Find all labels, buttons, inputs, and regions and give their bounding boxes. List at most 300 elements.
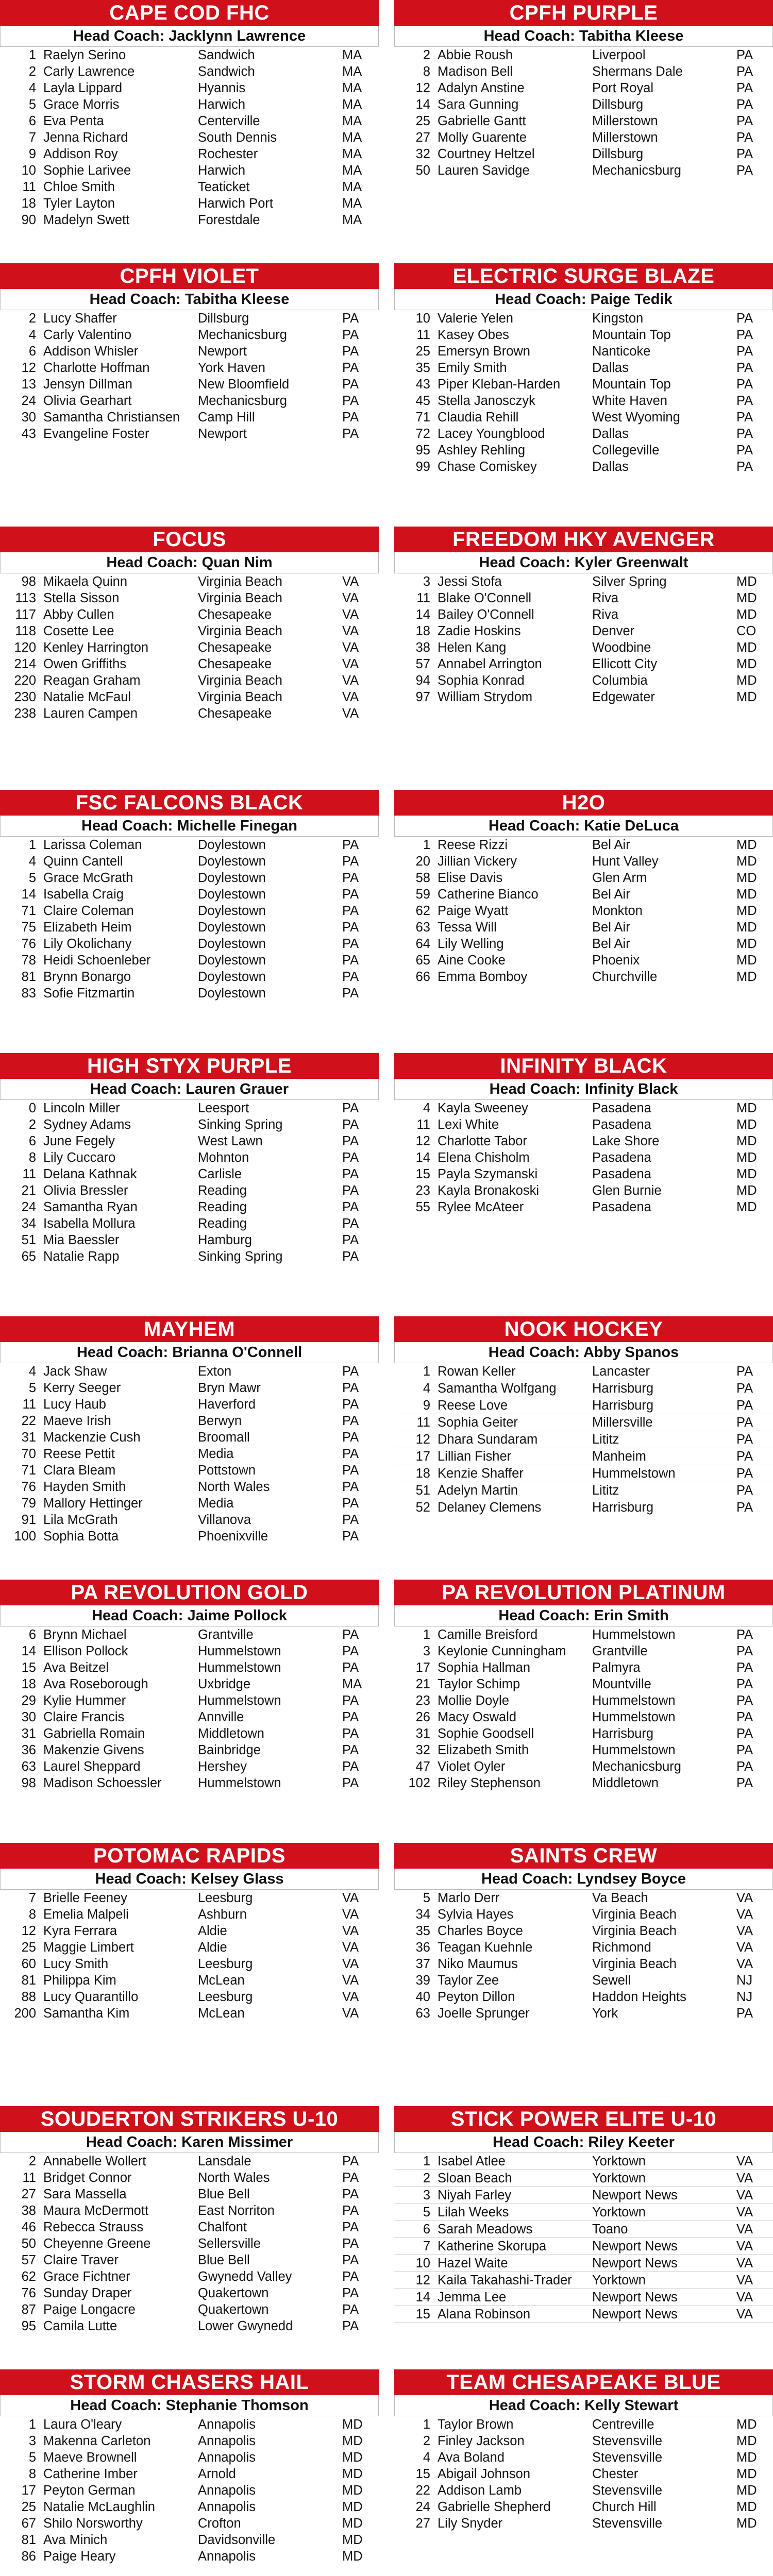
jersey-number: 15 <box>394 2306 438 2323</box>
player-row <box>394 1742 773 1758</box>
player-name: Madison Schoessler <box>43 1776 162 1790</box>
jersey-number: 220 <box>14 673 36 688</box>
state: PA <box>342 953 359 968</box>
player-row <box>0 936 379 952</box>
jersey-number: 17 <box>394 1448 438 1465</box>
jersey-number: 117 <box>15 607 36 622</box>
player-row <box>394 2170 773 2187</box>
player-name: Grace McGrath <box>43 871 133 885</box>
state: PA <box>342 1513 359 1527</box>
hometown: Dillsburg <box>592 147 644 161</box>
player-row <box>394 1199 773 1215</box>
player-name: Lily Cuccaro <box>43 1150 116 1165</box>
player-row <box>394 459 773 475</box>
jersey-number: 4 <box>28 328 36 342</box>
player-name: Mallory Hettinger <box>43 1496 143 1511</box>
hometown: Grantville <box>592 1644 648 1658</box>
hometown: Phoenixville <box>198 1529 268 1544</box>
roster-table <box>0 573 379 722</box>
team-name: SOUDERTON STRIKERS U-10 <box>0 2106 379 2132</box>
player-name: Annabelle Wollert <box>43 2154 146 2168</box>
hometown: Dallas <box>592 460 629 474</box>
hometown: Lititz <box>592 1482 736 1499</box>
player-row <box>0 2515 379 2532</box>
player-row <box>394 327 773 343</box>
head-coach-name: Tabitha Kleese <box>579 28 684 44</box>
player-name: Heidi Schoenleber <box>43 953 151 968</box>
player-name: Larissa Coleman <box>43 838 142 852</box>
jersey-number: 67 <box>21 2516 36 2531</box>
player-name: Kyra Ferrara <box>43 1924 117 1938</box>
player-name: Samantha Wolfgang <box>438 1380 592 1397</box>
jersey-number: 2 <box>28 1117 36 1132</box>
head-coach-name: Karen Missimer <box>181 2134 293 2150</box>
state: MD <box>736 673 757 688</box>
state: PA <box>736 1431 773 1448</box>
player-row <box>0 689 379 705</box>
hometown: Hummelstown <box>592 1743 676 1757</box>
player-name: Lexi White <box>438 1117 499 1132</box>
state: VA <box>342 1940 359 1955</box>
player-name: Adelyn Martin <box>438 1482 592 1499</box>
jersey-number: 34 <box>21 1216 36 1231</box>
head-coach-name: Quan Nim <box>201 554 273 571</box>
state: PA <box>342 1249 359 1264</box>
player-row <box>394 1448 773 1465</box>
state: PA <box>342 1628 359 1642</box>
hometown: Hamburg <box>198 1233 252 1247</box>
player-name: Makenna Carleton <box>43 2434 151 2448</box>
head-coach-name: Infinity Black <box>584 1081 678 1097</box>
jersey-number: 14 <box>415 1150 430 1165</box>
hometown: Mountville <box>592 1677 651 1691</box>
jersey-number: 76 <box>21 2286 36 2300</box>
team-name: STORM CHASERS HAIL <box>0 2369 379 2395</box>
state: PA <box>342 344 359 359</box>
hometown: Newport <box>198 344 247 359</box>
player-name: Rowan Keller <box>438 1363 592 1380</box>
hometown: Doylestown <box>198 904 266 918</box>
player-name: Olivia Bressler <box>43 1183 128 1198</box>
jersey-number: 81 <box>21 1973 36 1988</box>
team-name: ELECTRIC SURGE BLAZE <box>394 263 773 289</box>
hometown: Bel Air <box>592 920 630 935</box>
player-name: Tessa Will <box>438 920 497 935</box>
state: VA <box>736 2306 773 2323</box>
hometown: Leesburg <box>198 1957 253 1971</box>
state: VA <box>736 2187 773 2204</box>
player-row <box>0 63 379 80</box>
player-name: Stella Janosczyk <box>438 394 535 408</box>
hometown: Newport News <box>592 2187 736 2204</box>
jersey-number: 9 <box>28 147 36 161</box>
hometown: Aldie <box>198 1924 227 1938</box>
state: VA <box>342 591 359 605</box>
player-row <box>0 2268 379 2285</box>
state: PA <box>736 1660 753 1675</box>
jersey-number: 238 <box>14 706 36 721</box>
hometown: Annapolis <box>198 2417 256 2432</box>
player-name: Sophia Konrad <box>438 673 525 688</box>
team-name: PA REVOLUTION PLATINUM <box>394 1580 773 1605</box>
player-row <box>394 2289 773 2306</box>
hometown: Doylestown <box>198 953 266 968</box>
hometown: Yorktown <box>592 2153 736 2170</box>
state: PA <box>342 1183 359 1198</box>
jersey-number: 214 <box>14 657 36 671</box>
player-row <box>0 1363 379 1380</box>
state: PA <box>342 1414 359 1428</box>
roster-table <box>0 837 379 1002</box>
head-coach-label: Head Coach: <box>488 818 584 834</box>
roster-table <box>394 837 773 985</box>
hometown: Hummelstown <box>592 1693 676 1708</box>
state: MA <box>342 180 362 194</box>
player-name: Maeve Irish <box>43 1414 111 1428</box>
state: PA <box>342 311 359 326</box>
hometown: Grantville <box>198 1628 254 1642</box>
player-name: Cheyenne Greene <box>43 2236 151 2251</box>
player-name: Hayden Smith <box>43 1480 126 1494</box>
player-row <box>394 870 773 886</box>
head-coach-label: Head Coach: <box>76 1344 173 1361</box>
roster-table <box>0 2153 379 2334</box>
player-row <box>0 1775 379 1791</box>
player-row <box>394 2306 773 2323</box>
player-row <box>394 1939 773 1956</box>
player-row <box>394 1465 773 1482</box>
player-row <box>394 573 773 590</box>
player-row <box>0 870 379 886</box>
roster-table <box>394 310 773 475</box>
state: PA <box>342 377 359 392</box>
player-row <box>394 2466 773 2482</box>
jersey-number: 11 <box>22 1167 36 1181</box>
team-name: CAPE COD FHC <box>0 0 379 26</box>
team-card <box>0 1843 379 2106</box>
player-name: Grace Morris <box>43 97 120 112</box>
player-row <box>0 1972 379 1989</box>
state: PA <box>736 1363 773 1380</box>
player-name: Taylor Brown <box>438 2417 514 2432</box>
jersey-number: 22 <box>21 1414 36 1428</box>
hometown: Virginia Beach <box>592 1907 677 1922</box>
jersey-number: 59 <box>415 887 430 902</box>
player-row <box>394 672 773 689</box>
player-name: Rylee McAteer <box>438 1200 524 1214</box>
player-row <box>394 1758 773 1775</box>
jersey-number: 24 <box>415 2500 430 2514</box>
jersey-number: 118 <box>15 624 36 638</box>
player-name: Jack Shaw <box>43 1364 107 1379</box>
state: MD <box>736 591 757 605</box>
hometown: Liverpool <box>592 48 646 62</box>
head-coach-label: Head Coach: <box>89 291 185 308</box>
hometown: Doylestown <box>198 854 266 869</box>
jersey-number: 11 <box>416 1117 430 1132</box>
state: PA <box>342 838 359 852</box>
hometown: Millerstown <box>592 114 658 128</box>
hometown: Chalfont <box>198 2220 247 2234</box>
head-coach-label: Head Coach: <box>90 1081 186 1097</box>
player-row <box>394 2499 773 2515</box>
player-row <box>0 1396 379 1413</box>
player-name: Samantha Ryan <box>43 1200 138 1214</box>
jersey-number: 35 <box>415 361 430 375</box>
hometown: Lansdale <box>198 2154 251 2168</box>
head-coach <box>394 816 773 837</box>
player-row <box>394 360 773 376</box>
player-name: Carly Lawrence <box>43 64 135 79</box>
hometown: Virginia Beach <box>198 690 282 704</box>
player-name: Sara Massella <box>43 2187 127 2201</box>
state: PA <box>342 920 359 935</box>
jersey-number: 72 <box>415 427 430 441</box>
player-row <box>0 1923 379 1939</box>
hometown: West Wyoming <box>592 410 680 425</box>
hometown: North Wales <box>198 1480 270 1494</box>
head-coach <box>0 289 379 310</box>
hometown: Aldie <box>198 1940 227 1955</box>
jersey-number: 1 <box>394 2153 438 2170</box>
hometown: Pasadena <box>592 1117 651 1132</box>
player-row <box>0 2548 379 2565</box>
player-name: Delaney Clemens <box>438 1499 592 1516</box>
player-row <box>394 2204 773 2221</box>
player-name: Sloan Beach <box>438 2170 592 2187</box>
player-row <box>0 1939 379 1956</box>
player-name: Aine Cooke <box>438 953 506 968</box>
player-row <box>394 1380 773 1397</box>
hometown: Media <box>198 1496 234 1511</box>
player-row <box>394 47 773 63</box>
team-name: MAYHEM <box>0 1316 379 1342</box>
state: PA <box>736 1482 773 1499</box>
jersey-number: 3 <box>394 2187 438 2204</box>
player-name: Olivia Gearhart <box>43 394 132 408</box>
player-name: Sophie Larivee <box>43 163 131 178</box>
state: PA <box>342 2187 359 2201</box>
player-row <box>0 952 379 969</box>
state: MD <box>736 607 757 622</box>
head-coach-name: Brianna O'Connell <box>172 1344 303 1361</box>
player-name: Camille Breisford <box>438 1628 538 1642</box>
player-name: Madelyn Swett <box>43 213 130 227</box>
hometown: Chester <box>592 2467 638 2481</box>
state: MA <box>342 48 362 62</box>
state: PA <box>342 2286 359 2300</box>
hometown: Stevensville <box>592 2483 663 2498</box>
player-name: Piper Kleban-Harden <box>438 377 561 392</box>
player-row <box>0 426 379 442</box>
state: PA <box>736 147 753 161</box>
player-row <box>394 590 773 606</box>
state: MD <box>736 887 757 902</box>
team-name: STICK POWER ELITE U-10 <box>394 2106 773 2132</box>
player-name: Reese Pettit <box>43 1447 115 1461</box>
head-coach <box>0 2132 379 2153</box>
state: PA <box>342 361 359 375</box>
jersey-number: 65 <box>21 1249 36 1264</box>
state: VA <box>736 2153 773 2170</box>
player-row <box>0 2252 379 2268</box>
state: PA <box>736 114 753 128</box>
jersey-number: 64 <box>415 937 430 951</box>
hometown: Exton <box>198 1364 232 1379</box>
jersey-number: 18 <box>21 1677 36 1691</box>
player-name: Zadie Hoskins <box>438 624 521 638</box>
state: MD <box>736 2500 757 2514</box>
player-row <box>0 2433 379 2449</box>
state: VA <box>342 1957 359 1971</box>
jersey-number: 8 <box>28 1907 36 1922</box>
team-card <box>394 1843 773 2106</box>
player-name: Lily Welling <box>438 937 504 951</box>
state: MA <box>342 130 362 145</box>
player-name: Keylonie Cunningham <box>438 1644 566 1658</box>
player-name: Maura McDermott <box>43 2204 149 2218</box>
state: VA <box>342 657 359 671</box>
jersey-number: 98 <box>21 1776 36 1790</box>
hometown: Doylestown <box>198 970 266 984</box>
player-row <box>394 903 773 919</box>
state: MA <box>342 147 362 161</box>
player-row <box>394 1100 773 1116</box>
player-row <box>394 129 773 146</box>
state: PA <box>342 887 359 902</box>
hometown: Glen Burnie <box>592 1183 662 1198</box>
player-row <box>0 1906 379 1923</box>
hometown: Harrisburg <box>592 1499 736 1516</box>
jersey-number: 63 <box>21 1759 36 1774</box>
team-name: CPFH PURPLE <box>394 0 773 26</box>
hometown: Hummelstown <box>198 1776 281 1790</box>
player-name: Laurel Sheppard <box>43 1759 141 1774</box>
hometown: Doylestown <box>198 871 266 885</box>
player-name: Paige Heary <box>43 2549 116 2564</box>
hometown: Mechanicsburg <box>592 163 681 178</box>
head-coach-name: Erin Smith <box>594 1607 669 1624</box>
state: PA <box>736 394 753 408</box>
hometown: Mountain Top <box>592 377 671 392</box>
jersey-number: 51 <box>394 1482 438 1499</box>
player-name: Kenley Harrington <box>43 640 149 655</box>
hometown: Phoenix <box>592 953 640 968</box>
player-row <box>0 985 379 1002</box>
player-name: Ava Boland <box>438 2450 505 2465</box>
player-name: Sara Gunning <box>438 97 519 112</box>
hometown: Sinking Spring <box>198 1117 283 1132</box>
player-name: Gabrielle Shepherd <box>438 2500 551 2514</box>
player-name: Ava Beitzel <box>43 1660 109 1675</box>
hometown: Hummelstown <box>198 1644 281 1658</box>
hometown: Shermans Dale <box>592 64 683 79</box>
jersey-number: 57 <box>21 2253 36 2267</box>
player-name: Madison Bell <box>438 64 513 79</box>
head-coach <box>394 26 773 47</box>
jersey-number: 43 <box>415 377 430 392</box>
player-row <box>0 1742 379 1758</box>
player-name: Brynn Michael <box>43 1628 127 1642</box>
state: VA <box>736 1940 753 1955</box>
hometown: Centerville <box>198 114 260 128</box>
player-row <box>0 1495 379 1512</box>
hometown: Bainbridge <box>198 1743 261 1757</box>
player-row <box>0 2416 379 2433</box>
player-name: Brynn Bonargo <box>43 970 131 984</box>
player-row <box>394 853 773 870</box>
hometown: Bel Air <box>592 887 630 902</box>
hometown: Bel Air <box>592 937 630 951</box>
hometown: Denver <box>592 624 635 638</box>
player-name: Kaila Takahashi-Trader <box>438 2272 592 2289</box>
player-name: Mikaela Quinn <box>43 574 127 589</box>
state: PA <box>736 1644 753 1658</box>
player-row <box>0 2466 379 2482</box>
jersey-number: 25 <box>21 2500 36 2514</box>
head-coach-name: Jacklynn Lawrence <box>169 28 306 44</box>
player-name: Dhara Sundaram <box>438 1431 592 1448</box>
player-name: Taylor Zee <box>438 1973 499 1988</box>
jersey-number: 22 <box>415 2483 430 2498</box>
hometown: Quakertown <box>198 2286 269 2300</box>
player-name: Lucy Quarantillo <box>43 1990 139 2004</box>
jersey-number: 58 <box>415 871 430 885</box>
state: PA <box>736 377 753 392</box>
state: MD <box>736 1183 757 1198</box>
jersey-number: 90 <box>21 213 36 227</box>
player-row <box>0 2186 379 2202</box>
hometown: Annapolis <box>198 2483 256 2498</box>
jersey-number: 57 <box>415 657 430 671</box>
hometown: Yorktown <box>592 2170 736 2187</box>
state: PA <box>342 986 359 1001</box>
jersey-number: 11 <box>22 1397 36 1412</box>
jersey-number: 102 <box>408 1776 430 1790</box>
player-row <box>0 1182 379 1199</box>
player-name: Courtney Heltzel <box>438 147 535 161</box>
jersey-number: 17 <box>415 1660 430 1675</box>
jersey-number: 11 <box>416 591 430 605</box>
state: MD <box>736 2516 757 2531</box>
state: PA <box>342 871 359 885</box>
head-coach-label: Head Coach: <box>489 1081 585 1097</box>
state: PA <box>736 311 753 326</box>
state: PA <box>342 328 359 342</box>
jersey-number: 23 <box>415 1693 430 1708</box>
jersey-number: 15 <box>415 2467 430 2481</box>
head-coach <box>0 1079 379 1100</box>
jersey-number: 97 <box>415 690 430 704</box>
state: MD <box>736 937 757 951</box>
jersey-number: 63 <box>415 2006 430 2021</box>
hometown: Newport News <box>592 2255 736 2272</box>
jersey-number: 2 <box>423 2434 430 2448</box>
roster-table <box>394 1626 773 1791</box>
state: MD <box>736 1150 757 1165</box>
player-name: Niyah Farley <box>438 2187 592 2204</box>
hometown: Doylestown <box>198 937 266 951</box>
hometown: Chesapeake <box>198 657 272 671</box>
state: MD <box>342 2533 363 2547</box>
player-name: Lauren Campen <box>43 706 138 721</box>
state: CO <box>736 624 757 638</box>
hometown: Virginia Beach <box>198 624 282 638</box>
state: VA <box>736 2255 773 2272</box>
hometown: Sewell <box>592 1973 631 1988</box>
player-name: Lila McGrath <box>43 1513 118 1527</box>
hometown: Mechanicsburg <box>198 328 287 342</box>
